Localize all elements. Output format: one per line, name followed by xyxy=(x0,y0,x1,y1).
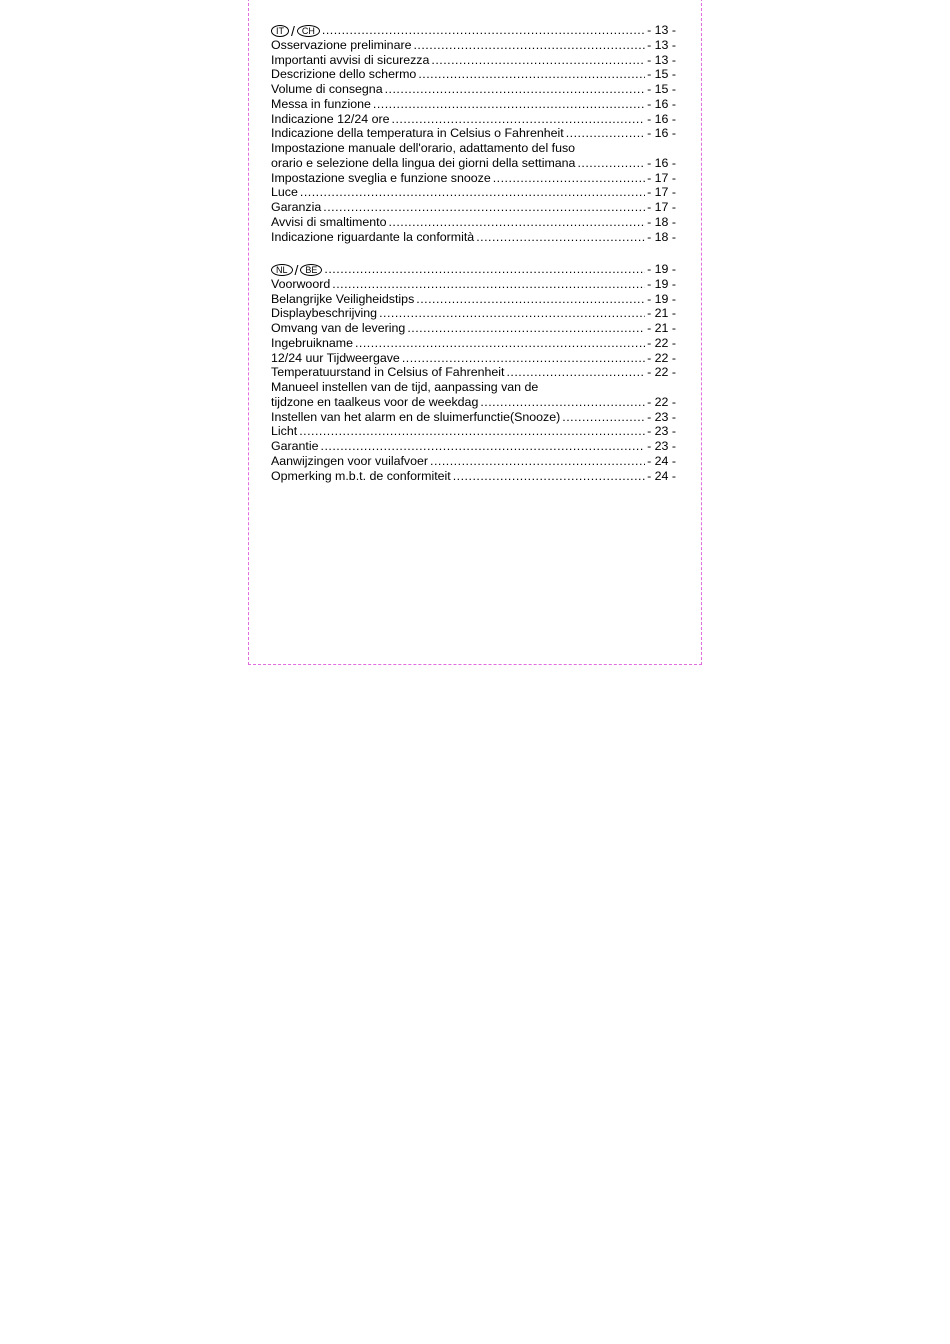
toc-entry-title: 12/24 uur Tijdweergave xyxy=(271,350,400,365)
toc-page-number: - 16 - xyxy=(647,96,676,111)
leader-dots xyxy=(430,454,645,469)
toc-page-number: - 19 - xyxy=(647,276,676,291)
toc-entry[interactable] xyxy=(271,53,676,68)
toc-page-number: - 24 - xyxy=(647,453,676,468)
toc-entry-title: Importanti avvisi di sicurezza xyxy=(271,52,430,67)
toc-entry-title: Ingebruikname xyxy=(271,335,353,350)
toc-language-header[interactable] xyxy=(271,262,676,277)
toc-entry-title: Descrizione dello schermo xyxy=(271,67,417,82)
leader-dots xyxy=(506,365,645,380)
toc-page-number: - 24 - xyxy=(647,468,676,483)
toc-entry-title: Indicazione 12/24 ore xyxy=(271,111,390,126)
toc-entry-title: Licht xyxy=(271,424,298,439)
toc-entry-title: Indicazione riguardante la conformità xyxy=(271,229,475,244)
toc-page-number: - 16 - xyxy=(647,155,676,170)
toc-entry[interactable] xyxy=(271,292,676,307)
toc-entry-title: Temperatuurstand in Celsius of Fahrenheit xyxy=(271,365,505,380)
toc-entry[interactable] xyxy=(271,126,676,141)
country-badge-icon: BE xyxy=(300,264,322,276)
toc-entry[interactable] xyxy=(271,171,676,186)
toc-page-number: - 15 - xyxy=(647,67,676,82)
toc-page-number: - 13 - xyxy=(647,23,676,37)
toc-section-it xyxy=(271,23,676,244)
leader-dots xyxy=(321,439,646,454)
toc-entry[interactable] xyxy=(271,321,676,336)
toc-entry-title: Belangrijke Veiligheidstips xyxy=(271,291,415,306)
toc-entry-title: Avvisi di smaltimento xyxy=(271,214,387,229)
leader-dots xyxy=(416,292,645,307)
leader-dots xyxy=(299,424,645,439)
language-badges xyxy=(271,264,322,276)
toc-page-number: - 21 - xyxy=(647,306,676,321)
leader-dots xyxy=(322,23,645,38)
toc-page-number: - 22 - xyxy=(647,365,676,380)
toc-page-number: - 21 - xyxy=(647,321,676,335)
leader-dots xyxy=(379,306,645,321)
country-badge-icon: CH xyxy=(297,25,320,37)
toc-page-number: - 22 - xyxy=(647,335,676,350)
toc-entry-title: Garantie xyxy=(271,439,319,453)
toc-entry-title-line1[interactable]: Impostazione manuale dell'orario, adattamento del fuso xyxy=(271,141,576,155)
toc-page-number: - 15 - xyxy=(647,82,676,96)
toc-page-number: - 17 - xyxy=(647,170,676,185)
leader-dots xyxy=(407,321,645,336)
leader-dots xyxy=(480,395,645,410)
toc-entry[interactable] xyxy=(271,67,676,82)
toc-entry[interactable] xyxy=(271,200,676,215)
toc-page-number: - 22 - xyxy=(647,350,676,365)
leader-dots xyxy=(300,185,645,200)
leader-dots xyxy=(418,67,645,82)
toc-page-number: - 19 - xyxy=(647,262,676,276)
toc-entry-title: Instellen van het alarm en de sluimerfunctie(Snooze) xyxy=(271,409,561,424)
toc-entry-title: Impostazione sveglia e funzione snooze xyxy=(271,170,491,185)
leader-dots xyxy=(493,171,645,186)
toc-entry[interactable] xyxy=(271,112,676,127)
toc-page-number: - 17 - xyxy=(647,185,676,200)
toc-language-header[interactable] xyxy=(271,23,676,38)
toc-entry[interactable] xyxy=(271,215,676,230)
toc-page-number: - 16 - xyxy=(647,126,676,141)
country-badge-icon: NL xyxy=(271,264,293,276)
leader-dots xyxy=(385,82,645,97)
leader-dots xyxy=(476,230,645,245)
toc-entry[interactable] xyxy=(271,97,676,112)
toc-entry[interactable] xyxy=(271,454,676,469)
toc-entry[interactable] xyxy=(271,230,676,245)
leader-dots xyxy=(431,53,645,68)
toc-entry[interactable] xyxy=(271,38,676,53)
leader-dots xyxy=(453,469,645,484)
toc-entry[interactable] xyxy=(271,277,676,292)
toc-entry[interactable] xyxy=(271,82,676,97)
toc-entry-title: Aanwijzingen voor vuilafvoer xyxy=(271,453,429,468)
toc-page-number: - 23 - xyxy=(647,439,676,453)
toc-page-number: - 18 - xyxy=(647,229,676,244)
toc-page-number: - 16 - xyxy=(647,111,676,126)
leader-dots xyxy=(373,97,645,112)
toc-entry[interactable] xyxy=(271,351,676,366)
toc-page-number: - 23 - xyxy=(647,409,676,424)
language-badges xyxy=(271,25,320,37)
leader-dots xyxy=(324,262,645,277)
toc-entry-title: Volume di consegna xyxy=(271,82,383,96)
toc-entry[interactable] xyxy=(271,185,676,200)
toc-entry-title: Omvang van de levering xyxy=(271,321,406,335)
toc-entry-title: Opmerking m.b.t. de conformiteit xyxy=(271,468,451,483)
toc-entry-title: Osservazione preliminare xyxy=(271,37,412,52)
toc-page-number: - 13 - xyxy=(647,52,676,67)
toc-page-number: - 13 - xyxy=(647,37,676,52)
toc-entry[interactable] xyxy=(271,424,676,439)
leader-dots xyxy=(413,38,645,53)
toc-entry-title: Indicazione della temperatura in Celsius o Fahrenheit xyxy=(271,126,564,141)
toc-page-number: - 17 - xyxy=(647,200,676,214)
separator-slash: / xyxy=(294,262,299,278)
toc-page-number: - 23 - xyxy=(647,424,676,439)
country-badge-icon: IT xyxy=(271,25,289,37)
toc-entry-title: Messa in funzione xyxy=(271,96,371,111)
toc-entry[interactable] xyxy=(271,395,676,410)
leader-dots xyxy=(566,126,645,141)
separator-slash: / xyxy=(291,23,295,39)
toc-page-number: - 22 - xyxy=(647,394,676,409)
toc-entry[interactable] xyxy=(271,336,676,351)
toc-page-number: - 19 - xyxy=(647,291,676,306)
leader-dots xyxy=(332,277,645,292)
leader-dots xyxy=(402,351,645,366)
toc-entry[interactable] xyxy=(271,306,676,321)
toc-page-number: - 18 - xyxy=(647,214,676,229)
leader-dots xyxy=(355,336,645,351)
leader-dots xyxy=(388,215,645,230)
toc-entry[interactable] xyxy=(271,410,676,425)
toc-entry-title: Displaybeschrijving xyxy=(271,306,378,321)
leader-dots xyxy=(577,156,645,171)
toc-entry-title-line1[interactable]: Manueel instellen van de tijd, aanpassing van de xyxy=(271,380,539,394)
leader-dots xyxy=(323,200,645,215)
leader-dots xyxy=(392,112,646,127)
toc-entry[interactable] xyxy=(271,439,676,454)
toc-entry[interactable] xyxy=(271,469,676,484)
toc-section-nl xyxy=(271,262,676,483)
toc-entry[interactable] xyxy=(271,365,676,380)
toc-entry-title: orario e selezione della lingua dei giorni della settimana xyxy=(271,155,576,170)
toc-entry-title: Voorwoord xyxy=(271,276,331,291)
toc-entry-title: tijdzone en taalkeus voor de weekdag xyxy=(271,394,479,409)
toc-entry-title: Garanzia xyxy=(271,200,322,214)
toc-entry-title: Luce xyxy=(271,185,298,200)
toc-entry[interactable] xyxy=(271,156,676,171)
leader-dots xyxy=(562,410,645,425)
